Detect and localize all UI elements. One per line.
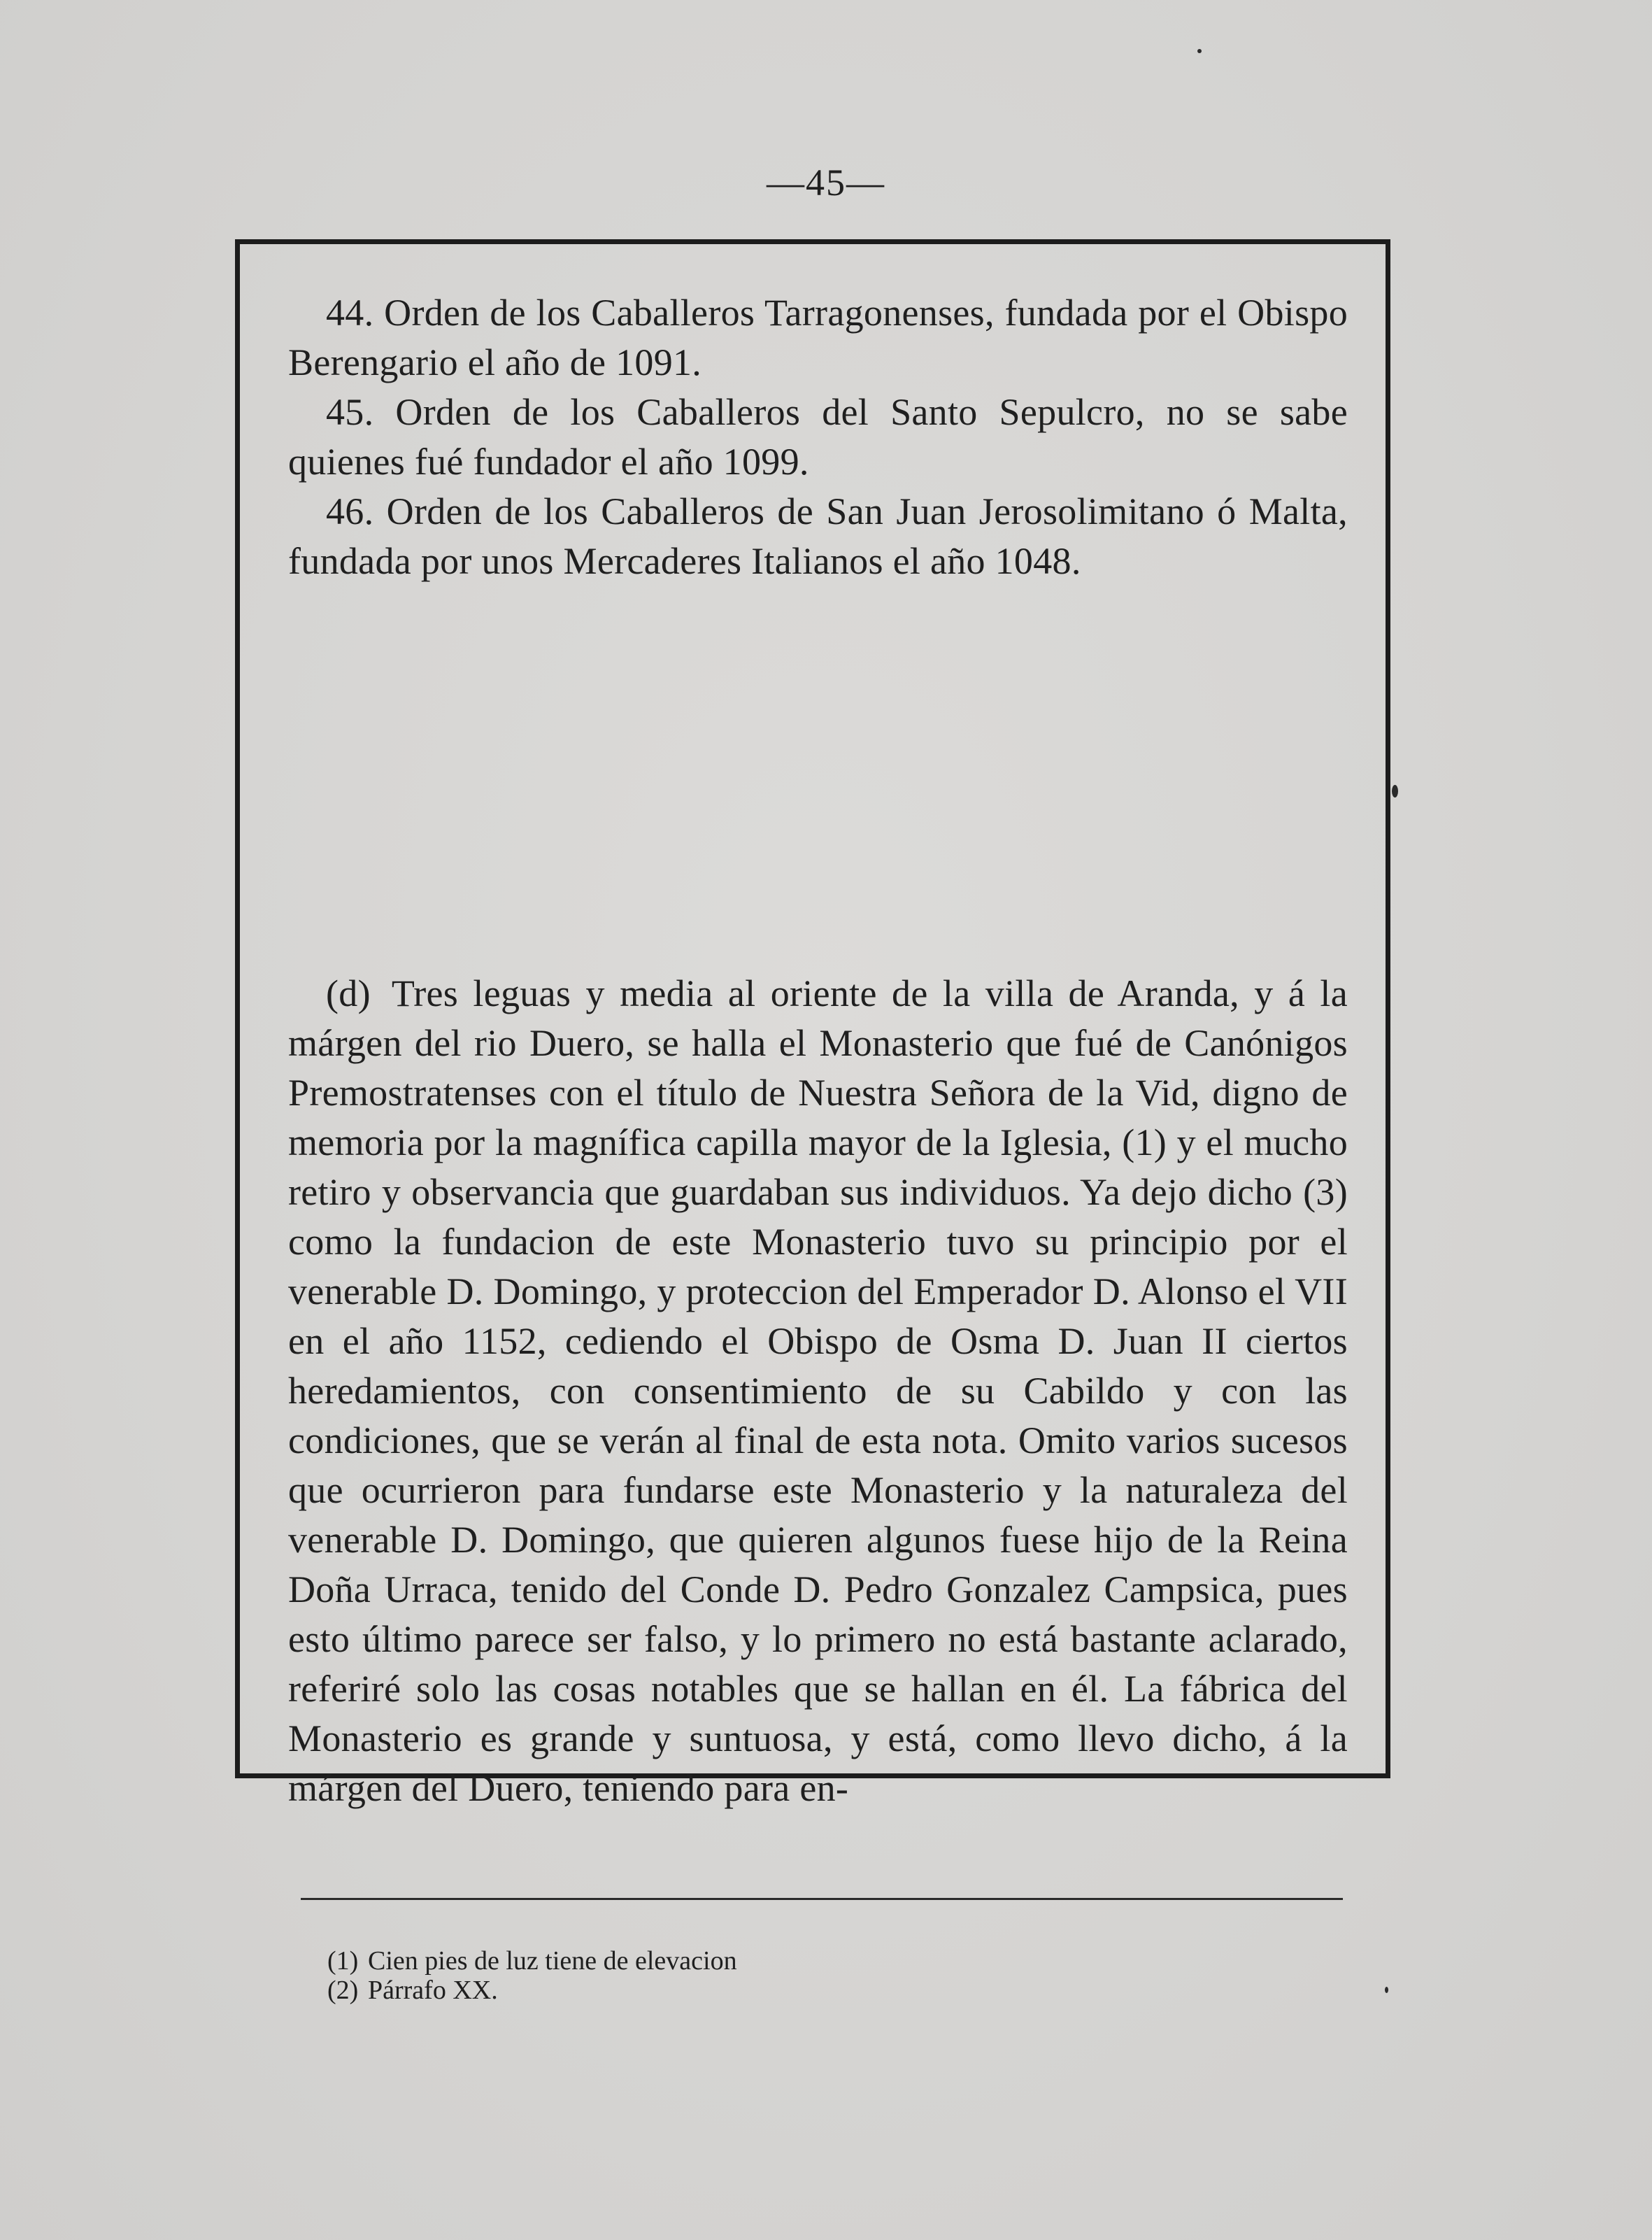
order-entry bbox=[288, 487, 1348, 586]
footnote-item bbox=[327, 1976, 1306, 2005]
footnote-text: Cien pies de luz tiene de elevacion bbox=[368, 1946, 737, 1976]
footnote-text: Párrafo XX. bbox=[368, 1976, 498, 2005]
note-d bbox=[288, 969, 1348, 1813]
page-number: —45— bbox=[767, 162, 885, 204]
footnotes bbox=[327, 1946, 1306, 2005]
order-text: Orden de los Caballeros del Santo Sepulcro, no se sabe quienes fué fundador el año 1099. bbox=[288, 391, 1348, 483]
footnote-item bbox=[327, 1946, 1306, 1976]
note-label: (d) bbox=[326, 972, 371, 1014]
footnote-divider bbox=[301, 1898, 1343, 1900]
order-number: 46. bbox=[326, 490, 374, 532]
order-number: 45. bbox=[326, 391, 374, 433]
orders-list bbox=[288, 288, 1348, 586]
order-entry bbox=[288, 388, 1348, 487]
note-paragraph bbox=[288, 969, 1348, 1813]
ink-speck bbox=[1392, 785, 1398, 798]
footnote-number: (2) bbox=[327, 1976, 359, 2005]
ink-speck bbox=[1385, 1987, 1388, 1993]
footnote-number: (1) bbox=[327, 1946, 359, 1976]
order-entry bbox=[288, 288, 1348, 388]
order-number: 44. bbox=[326, 292, 374, 334]
order-text: Orden de los Caballeros de San Juan Jerosolimitano ó Malta, fundada por unos Mercaderes Italianos el año 1048. bbox=[288, 490, 1348, 582]
note-text: Tres leguas y media al oriente de la villa de Aranda, y á la márgen del rio Duero, se halla el Monasterio que fué de Canónigos Premostratenses con el título de Nuestra Señora de la Vid, digno de memoria por la magnífica capilla mayor de la Iglesia, (1) y el mucho retiro y observancia que guardaban sus individuos. Ya dejo dicho (3) como la fundacion de este Monasterio tuvo su principio por el venerable D. Domingo, y proteccion del Emperador D. Alonso el VII en el año 1152, cediendo el Obispo de Osma D. Juan II ciertos heredamientos, con consentimiento de su Cabildo y con las condiciones, que se verán al final de esta nota. Omito varios sucesos que ocurrieron para fundarse este Monasterio y la naturaleza del venerable D. Domingo, que quieren algunos fuese hijo de la Reina Doña Urraca, tenido del Conde D. Pedro Gonzalez Campsica, pues esto último parece ser falso, y lo primero no está bastante aclarado, referiré solo las cosas notables que se hallan en él. La fábrica del Monasterio es grande y suntuosa, y está, como llevo dicho, á la márgen del Duero, teniendo para en- bbox=[288, 972, 1348, 1809]
order-text: Orden de los Caballeros Tarragonenses, fundada por el Obispo Berengario el año de 1091. bbox=[288, 292, 1348, 383]
ink-speck bbox=[1197, 49, 1202, 53]
